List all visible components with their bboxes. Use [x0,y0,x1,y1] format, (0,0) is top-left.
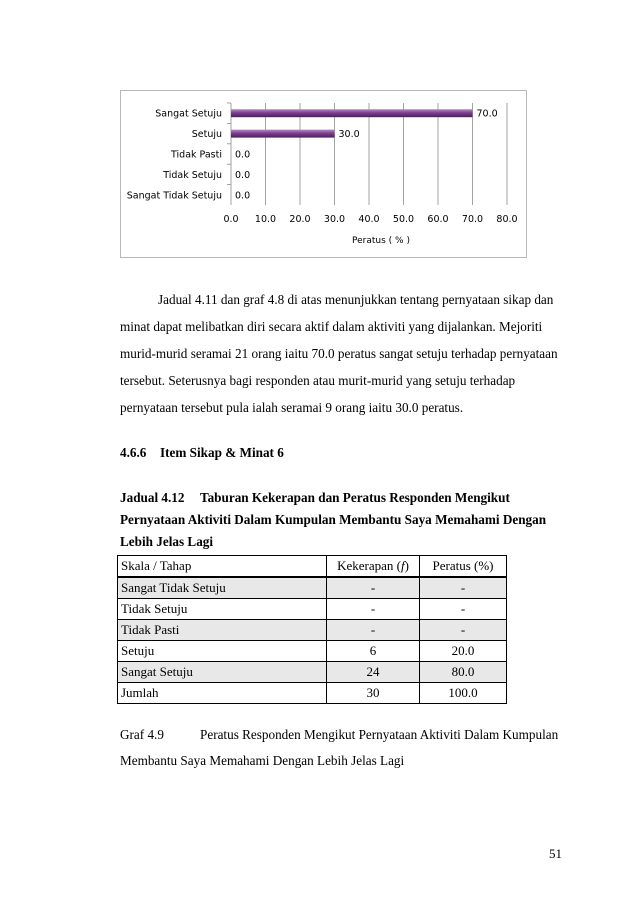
row-frequency: 24 [327,662,420,683]
x-tick-label: 80.0 [496,214,518,225]
category-label: Sangat Setuju [155,108,222,120]
graph-caption-label: Graf 4.9 [120,727,164,742]
value-label: 0.0 [235,169,251,181]
value-label: 0.0 [235,190,251,202]
header-peratus: Peratus (%) [420,556,507,578]
table-caption-line-3: Lebih Jelas Lagi [120,534,214,549]
x-tick-label: 50.0 [392,214,415,225]
table-row [118,662,507,683]
row-label: Sangat Tidak Setuju [118,577,327,599]
category-label: Tidak Setuju [163,169,222,181]
row-percent: - [420,577,507,599]
section-title: Item Sikap & Minat 6 [160,445,284,460]
x-tick-label: 60.0 [427,214,449,225]
bar [231,109,473,117]
table-caption-line-1: Jadual 4.12 Taburan Kekerapan dan Peratus Responden Mengikut [120,487,562,509]
bar-chart [120,90,527,258]
category-label: Tidak Pasti [171,149,222,161]
row-frequency: 6 [327,641,420,662]
bar-chart-svg [121,91,526,257]
row-label: Tidak Pasti [118,620,327,641]
value-label: 0.0 [235,149,251,161]
value-label: 70.0 [476,108,498,120]
table-caption [120,487,562,553]
page-number: 51 [549,846,562,861]
x-tick-label: 40.0 [358,214,380,225]
row-label: Tidak Setuju [118,599,327,620]
header-kekerapan: Kekerapan (f) [327,556,420,578]
table-row [118,599,507,620]
paragraph-1-line-1: Jadual 4.11 dan graf 4.8 di atas menunjukkan tentang pernyataan sikap dan [158,292,554,307]
row-label: Setuju [118,641,327,662]
row-percent: 20.0 [420,641,507,662]
graph-caption-line-2: Membantu Saya Memahami Dengan Lebih Jelas Lagi [120,753,405,768]
row-label: Jumlah [118,683,327,704]
paragraph-1-line-3: murid-murid seramai 21 orang iaitu 70.0 peratus sangat setuju terhadap pernyataan [120,346,558,361]
table-header-row [118,556,507,578]
x-tick-label: 20.0 [289,214,311,225]
row-percent: - [420,599,507,620]
row-frequency: - [327,599,420,620]
row-label: Sangat Setuju [118,662,327,683]
graph-caption [120,722,562,774]
row-frequency: - [327,577,420,599]
paragraph-1 [120,286,562,421]
table-row [118,620,507,641]
paragraph-1-line-2: minat dapat melibatkan diri secara aktif dalam aktiviti yang dijalankan. Mejoriti [120,319,543,334]
table-row [118,577,507,599]
bar [231,130,335,138]
paragraph-1-line-5: pernyataan tersebut pula ialah seramai 9 orang iaitu 30.0 peratus. [120,400,464,415]
table-total-row [118,683,507,704]
row-frequency: 30 [327,683,420,704]
x-tick-label: 30.0 [323,214,346,225]
value-label: 30.0 [338,129,360,141]
x-tick-label: 70.0 [461,214,484,225]
section-heading [120,445,284,461]
paragraph-1-line-4: tersebut. Seterusnya bagi responden atau murit-murid yang setuju terhadap [120,373,516,388]
row-percent: 80.0 [420,662,507,683]
header-skala: Skala / Tahap [118,556,327,578]
section-number: 4.6.6 [120,445,147,460]
graph-caption-line-1: Graf 4.9 Peratus Responden Mengikut Pernyataan Aktiviti Dalam Kumpulan [120,722,562,748]
row-frequency: - [327,620,420,641]
row-percent: - [420,620,507,641]
category-label: Setuju [191,129,222,141]
table-row [118,641,507,662]
row-percent: 100.0 [420,683,507,704]
table-caption-label: Jadual 4.12 [120,490,185,505]
x-tick-label: 0.0 [223,214,239,225]
x-tick-label: 10.0 [254,214,277,225]
x-axis-title: Peratus ( % ) [352,236,410,246]
table-caption-line-2: Pernyataan Aktiviti Dalam Kumpulan Membantu Saya Memahami Dengan [120,512,547,527]
category-label: Sangat Tidak Setuju [126,190,222,202]
data-table [117,555,507,704]
